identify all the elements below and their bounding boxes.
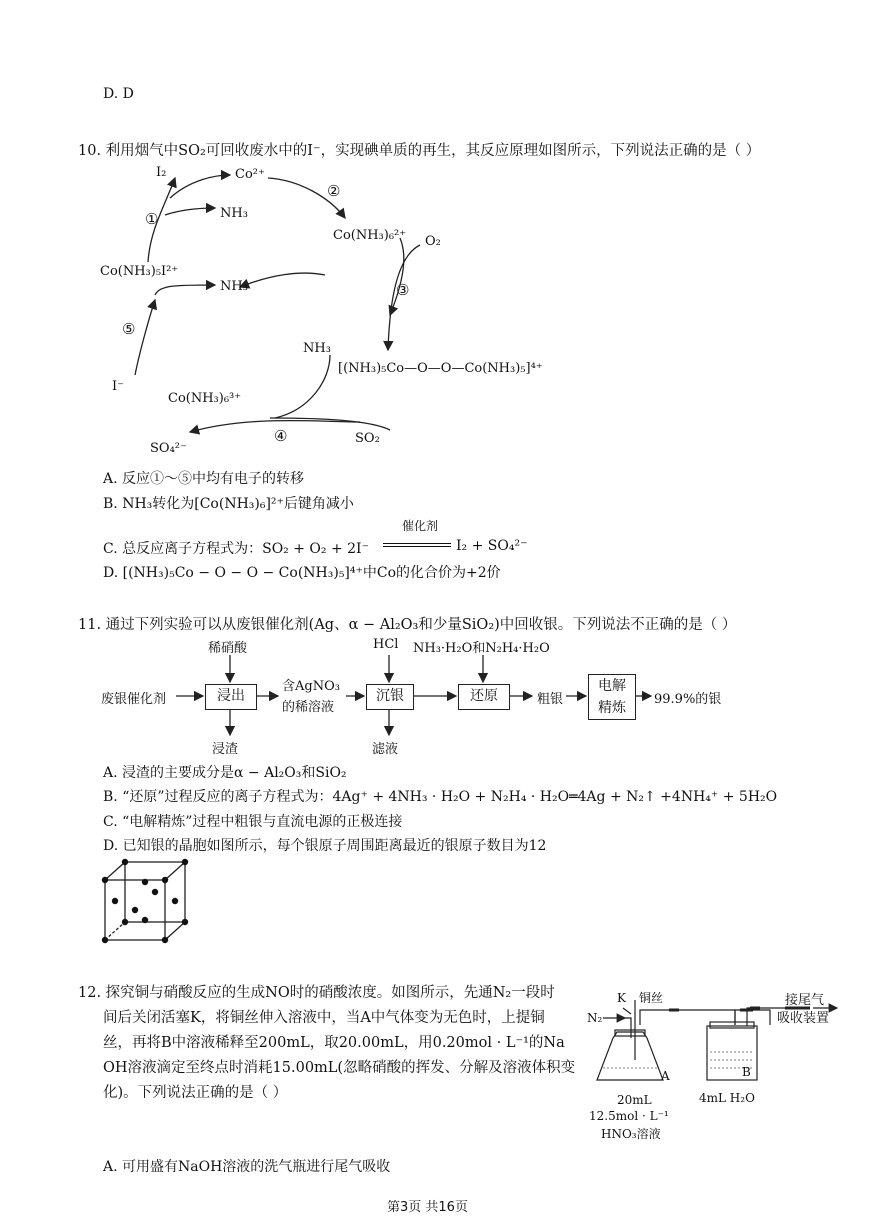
step-5-label: ⑤ [122,320,136,338]
step-electrorefine-box [588,674,636,720]
q12-line-1: 12. 探究铜与硝酸反应的生成NO时的硝酸浓度。如图所示，先通N₂一段时 [78,985,555,1001]
nh3-label-a: NH₃ [220,206,248,221]
step-precipitate-box: 沉银 [366,684,414,710]
intermediate-agno3-b: 的稀溶液 [282,700,335,715]
flask-a-label: A [661,1069,670,1083]
stopcock-k-label: K [617,991,626,1005]
step-reduce-box: 还原 [458,684,510,710]
co-nh3-5-i-label: Co(NH₃)₅I²⁺ [100,264,179,279]
page-footer: 第3页 共16页 [387,1200,468,1215]
tail-gas-label-1: 接尾气 [785,993,825,1008]
q11-option-c: C. “电解精炼”过程中粗银与直流电源的正极连接 [103,814,403,830]
bottle-b-label: B [742,1065,751,1079]
q11-option-a: A. 浸渣的主要成分是α − Al₂O₃和SiO₂ [103,765,347,781]
o2-label: O₂ [425,234,441,249]
water-4ml-label: 4mL H₂O [699,1091,755,1105]
step-3-label: ③ [396,281,410,299]
co2-label: Co²⁺ [235,167,265,182]
concentration-label: 12.5mol · L⁻¹ [589,1109,669,1123]
step-1-label: ① [145,210,159,228]
step-2-label: ② [327,182,341,200]
q11-option-d: D. 已知银的晶胞如图所示，每个银原子周围距离最近的银原子数目为12 [103,838,547,854]
so4-label: SO₄²⁻ [150,441,187,456]
step-4-label: ④ [274,427,288,445]
catalyst-label: 催化剂 [402,519,439,533]
option-d-prev: D. D [103,86,134,102]
nitric-acid-solution-label: HNO₃溶液 [601,1127,661,1141]
q12-line-2: 间后关闭活塞K，将铜丝伸入溶液中，当A中气体变为无色时，上提铜 [103,1010,545,1026]
silver-unit-cell-diagram [100,858,190,944]
electrorefine-label-b: 精炼 [598,700,626,716]
q11-option-b: B. “还原”过程反应的离子方程式为：4Ag⁺ + 4NH₃ · H₂O + N₂H₄ · H₂O═4Ag + N₂↑ +4NH₄⁺ + 5H₂O [103,789,778,805]
q12-line-5: 化)。下列说法正确的是（ ） [103,1085,288,1101]
q12-option-a: A. 可用盛有NaOH溶液的洗气瓶进行尾气吸收 [103,1159,391,1175]
reagent-reducers: NH₃·H₂O和N₂H₄·H₂O [413,641,550,656]
peroxo-complex-label: [(NH₃)₅Co—O—O—Co(NH₃)₅]⁴⁺ [338,361,543,376]
copper-wire-label: 铜丝 [639,991,664,1005]
reagent-hcl: HCl [373,637,399,652]
q12-line-4: OH溶液滴定至终点时消耗15.00mL(忽略硝酸的挥发、分解及溶液体积变 [103,1060,576,1076]
q12-apparatus-diagram [585,980,855,1150]
pure-silver-label: 99.9%的银 [654,692,722,707]
q10-option-c-right: I₂ + SO₄²⁻ [456,538,528,554]
step-leach-box: 浸出 [205,684,257,710]
i2-label: I₂ [156,165,167,180]
crude-silver-label: 粗银 [537,692,564,707]
nh3-label-b: NH₃ [220,279,248,294]
reagent-dilute-nitric-acid: 稀硝酸 [208,641,248,656]
equation-equals-sign [383,543,451,547]
q10-option-c-left: C. 总反应离子方程式为：SO₂ + O₂ + 2I⁻ [103,541,369,557]
q10-reaction-cycle-diagram [90,160,570,465]
q10-option-a: A. 反应①～⑤中均有电子的转移 [103,471,305,487]
start-waste-catalyst: 废银催化剂 [101,692,167,707]
q10-option-d: D. [(NH₃)₅Co − O − O − Co(NH₃)₅]⁴⁺中Co的化合价为+2价 [103,565,501,581]
nh3-label-c: NH₃ [303,341,331,356]
q12-line-3: 丝，再将B中溶液稀释至200mL，取20.00mL，用0.20mol · L⁻¹的Na [103,1035,565,1051]
n2-inlet-label: N₂ [587,1011,603,1025]
iodide-label: I⁻ [112,379,124,394]
co-nh3-6-2plus-label: Co(NH₃)₆²⁺ [333,228,407,243]
electrorefine-label-a: 电解 [598,678,626,694]
q11-stem: 11. 通过下列实验可以从废银催化剂(Ag、α − Al₂O₃和少量SiO₂)中回收银。下列说法不正确的是（ ） [78,617,737,633]
intermediate-agno3-a: 含AgNO₃ [282,679,340,694]
so2-label: SO₂ [355,431,380,446]
tail-gas-label-2: 吸收装置 [777,1011,830,1026]
q10-stem: 10. 利用烟气中SO₂可回收废水中的I⁻，实现碘单质的再生，其反应原理如图所示，下列说法正确的是（ ） [78,143,761,159]
q10-option-b: B. NH₃转化为[Co(NH₃)₆]²⁺后键角减小 [103,496,354,512]
co-nh3-6-3plus-label: Co(NH₃)₆³⁺ [168,391,242,406]
leach-residue-label: 浸渣 [212,742,239,757]
filtrate-label: 滤液 [372,742,399,757]
volume-20ml-label: 20mL [617,1093,652,1107]
